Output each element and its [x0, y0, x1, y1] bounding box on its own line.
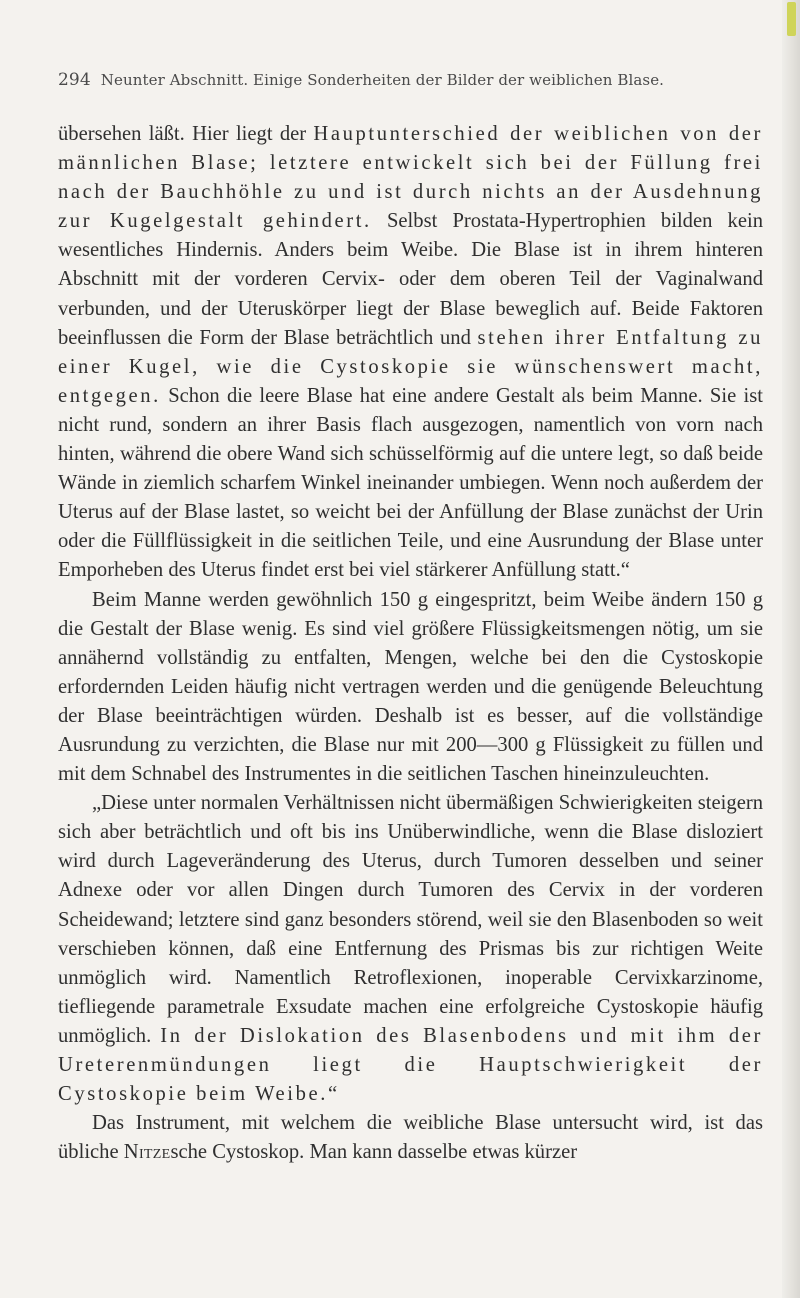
emphasis-spaced: In der Dislokation des Blasenbodens und mit ihm der Ureterenmündungen liegt die Hauptschwierigkeit der Cystoskopie beim Weibe. [58, 1024, 763, 1106]
emphasis-spaced: Hauptunterschied der weiblichen von der männlichen Blase; letztere entwickelt sich bei der Füllung frei nach der Bauchhöhle zu und ist durch nichts an der Ausdehnung zur Kugelgestalt gehindert. [58, 123, 764, 233]
text-segment: Beim Manne werden gewöhnlich 150 g eingespritzt, beim Weibe ändern 150 g die Gestalt der Blase wenig. Es sind viel größere Flüssigkeitsmengen nötig, um sie annähernd vollständig zu entfalten, Mengen, welche bei den die Cystoskopie erfordernden Leiden häufig nicht vertragen werden und die genügende Beleuchtung der Blase beeinträchtigen würden. Deshalb ist es besser, auf die vollständige Ausrundung zu verzichten, die Blase nur mit 200—300 g Flüssigkeit zu füllen und mit dem Schnabel des Instrumentes in die seitlichen Taschen hineinzuleuchten. [58, 588, 763, 786]
paragraph [58, 1109, 763, 1167]
text-segment: Das Instrument, mit welchem die weibliche Blase untersucht wird, ist das übliche [58, 1112, 763, 1164]
running-head [58, 70, 758, 90]
text-segment: sche Cystoskop. Man kann dasselbe etwas kürzer [170, 1141, 578, 1164]
text-segment: übersehen läßt. Hier liegt der [58, 123, 314, 145]
author-name-smallcaps: Nitze [123, 1141, 171, 1164]
emphasis-spaced: stehen ihrer Entfaltung zu einer Kugel, wie die Cystoskopie sie wünschenswert macht, entgegen. [58, 326, 763, 407]
text-segment: “ [327, 1083, 338, 1106]
text-segment: Selbst Prostata-Hypertrophien bilden kein wesentliches Hindernis. Anders beim Weibe. Die Blase ist in ihrem hinteren Abschnitt mit der vorderen Cervix- oder dem oberen Teil der Vaginalwand verbunden, und der Uteruskörper liegt der Blase beweglich auf. Beide Faktoren beeinflussen die Form der Blase beträchtlich und [58, 210, 764, 349]
paragraph [58, 586, 763, 790]
paragraph [58, 120, 763, 586]
running-head-title: Neunter Abschnitt. Einige Sonderheiten der Bilder der weiblichen Blase. [100, 71, 665, 89]
text-segment: „Diese unter normalen Verhältnissen nicht übermäßigen Schwierigkeiten steigern sich aber beträchtlich und oft bis ins Unüberwindliche, wenn die Blase disloziert wird durch Lageveränderung des Uterus, durch Tumoren desselben und seiner Adnexe oder vor allen Dingen durch Tumoren des Cervix in der vorderen Scheidewand; letztere sind ganz besonders störend, weil sie den Blasenboden so weit verschieben können, daß eine Entfernung des Prismas bis zur richtigen Weite unmöglich wird. Namentlich Retroflexionen, inoperable Cervixkarzinome, tiefliegende parametrale Exsudate machen eine erfolgreiche Cystoskopie häufig unmöglich. [58, 792, 763, 1047]
text-segment: Schon die leere Blase hat eine andere Gestalt als beim Manne. Sie ist nicht rund, sondern an ihrer Basis flach ausgezogen, namentlich von vorn nach hinten, während die obere Wand sich schüsselförmig auf die untere legt, so daß beide Wände in ziemlich scharfem Winkel ineinander umbiegen. Wenn noch außerdem der Uterus auf der Blase lastet, so weicht bei der Anfüllung der Blase zunächst der Urin oder die Füllflüssigkeit in die seitlichen Teile, und eine Ausrundung der Blase unter Emporheben des Uterus findet erst bei viel stärkerer Anfüllung statt.“ [58, 384, 763, 582]
page-edge [782, 0, 800, 1298]
paragraph [58, 789, 763, 1109]
page-number: 294 [58, 70, 91, 90]
body-text [58, 120, 763, 1167]
edge-tab-mark [787, 2, 796, 36]
